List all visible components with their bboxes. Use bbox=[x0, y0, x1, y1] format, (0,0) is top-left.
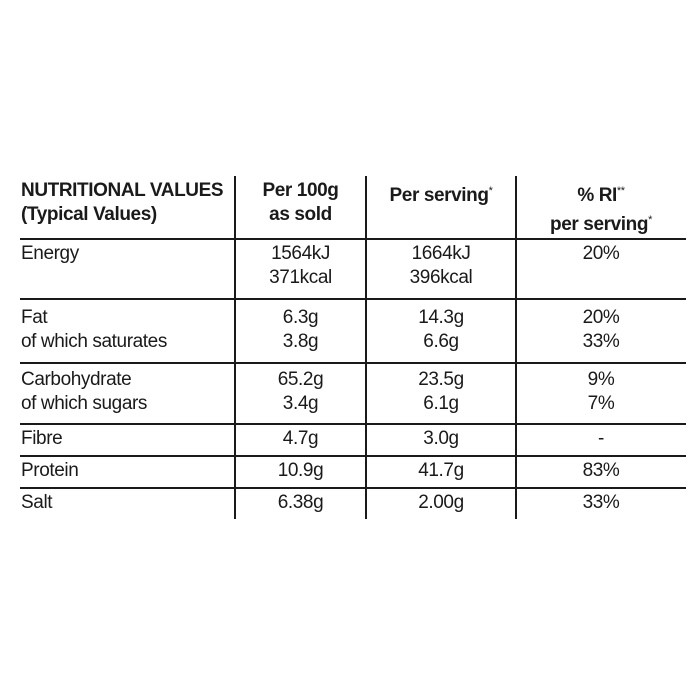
row-per-serving bbox=[366, 427, 516, 455]
row-per-serving bbox=[366, 459, 516, 487]
value-text: 20% bbox=[582, 243, 620, 264]
value-text: 83% bbox=[582, 460, 620, 481]
header-subtitle: (Typical Values) bbox=[21, 204, 157, 225]
header-ri-asterisks: ** bbox=[616, 185, 625, 197]
header-ri-per-serving-asterisk: * bbox=[648, 214, 652, 226]
row-label-text: Salt bbox=[21, 492, 53, 513]
row-per-100g bbox=[235, 459, 366, 487]
value-text: - bbox=[598, 428, 604, 449]
value-text: 3.4g bbox=[282, 393, 319, 414]
table-row bbox=[20, 455, 686, 487]
row-label bbox=[20, 491, 235, 519]
header-per-serving-asterisk: * bbox=[488, 185, 493, 197]
header-per-serving-text: Per serving bbox=[389, 185, 489, 206]
value-text: 10.9g bbox=[277, 460, 324, 481]
row-label-text: Protein bbox=[21, 460, 79, 481]
value-text: 33% bbox=[582, 492, 620, 513]
header-ri-line1 bbox=[516, 179, 686, 208]
row-ri bbox=[516, 427, 686, 455]
value-text: 6.6g bbox=[423, 331, 459, 352]
header-per-100g-line1: Per 100g bbox=[262, 180, 339, 201]
row-ri bbox=[516, 368, 686, 424]
row-per-100g bbox=[235, 368, 366, 424]
row-per-100g bbox=[235, 242, 366, 298]
row-label bbox=[20, 368, 235, 424]
row-label-text: Fibre bbox=[21, 428, 63, 449]
value-text: 2.00g bbox=[418, 492, 464, 513]
value-text: 1564kJ bbox=[271, 243, 330, 264]
row-label-text: Fat bbox=[21, 307, 48, 328]
row-ri bbox=[516, 491, 686, 519]
table-row bbox=[20, 423, 686, 455]
row-ri bbox=[516, 306, 686, 360]
header-per-serving-line bbox=[366, 179, 516, 208]
row-label-text: Carbohydrate bbox=[21, 369, 132, 390]
row-sublabel-text: of which sugars bbox=[21, 393, 148, 414]
row-label bbox=[20, 242, 235, 298]
header-title: NUTRITIONAL VALUES bbox=[21, 180, 224, 201]
value-text: 396kcal bbox=[409, 267, 473, 288]
nutrition-table bbox=[20, 176, 686, 519]
value-text: 6.1g bbox=[423, 393, 459, 414]
row-ri bbox=[516, 242, 686, 298]
value-text: 4.7g bbox=[282, 428, 319, 449]
table-row bbox=[20, 487, 686, 519]
row-per-100g bbox=[235, 491, 366, 519]
header-per-100g bbox=[235, 176, 366, 238]
header-ri-line2 bbox=[516, 208, 686, 237]
row-label bbox=[20, 459, 235, 487]
value-text: 6.3g bbox=[282, 307, 319, 328]
header-ri bbox=[516, 176, 686, 238]
value-text: 33% bbox=[582, 331, 620, 352]
value-text: 1664kJ bbox=[411, 243, 471, 264]
value-text: 9% bbox=[587, 369, 615, 390]
value-text: 23.5g bbox=[418, 369, 464, 390]
row-per-100g bbox=[235, 427, 366, 455]
value-text: 6.38g bbox=[277, 492, 324, 513]
row-label bbox=[20, 306, 235, 360]
value-text: 41.7g bbox=[418, 460, 464, 481]
value-text: 14.3g bbox=[418, 307, 464, 328]
row-per-serving bbox=[366, 242, 516, 298]
value-text: 20% bbox=[582, 307, 620, 328]
row-per-serving bbox=[366, 491, 516, 519]
value-text: 65.2g bbox=[277, 369, 324, 390]
header-ri-text: % RI bbox=[577, 185, 617, 206]
row-per-serving bbox=[366, 368, 516, 424]
header-ri-per-serving: per serving bbox=[550, 214, 649, 235]
row-label-text: Energy bbox=[21, 243, 79, 264]
row-ri bbox=[516, 459, 686, 487]
header-per-serving bbox=[366, 176, 516, 238]
table-row bbox=[20, 300, 686, 360]
row-per-100g bbox=[235, 306, 366, 360]
value-text: 7% bbox=[587, 393, 615, 414]
value-text: 371kcal bbox=[269, 267, 332, 288]
row-sublabel-text: of which saturates bbox=[21, 331, 167, 352]
value-text: 3.8g bbox=[282, 331, 319, 352]
table-row bbox=[20, 238, 686, 298]
header-per-100g-line2: as sold bbox=[269, 204, 332, 225]
header-nutritional-values bbox=[20, 176, 235, 238]
table-row bbox=[20, 362, 686, 424]
table-header bbox=[20, 176, 686, 238]
value-text: 3.0g bbox=[423, 428, 459, 449]
row-per-serving bbox=[366, 306, 516, 360]
row-label bbox=[20, 427, 235, 455]
